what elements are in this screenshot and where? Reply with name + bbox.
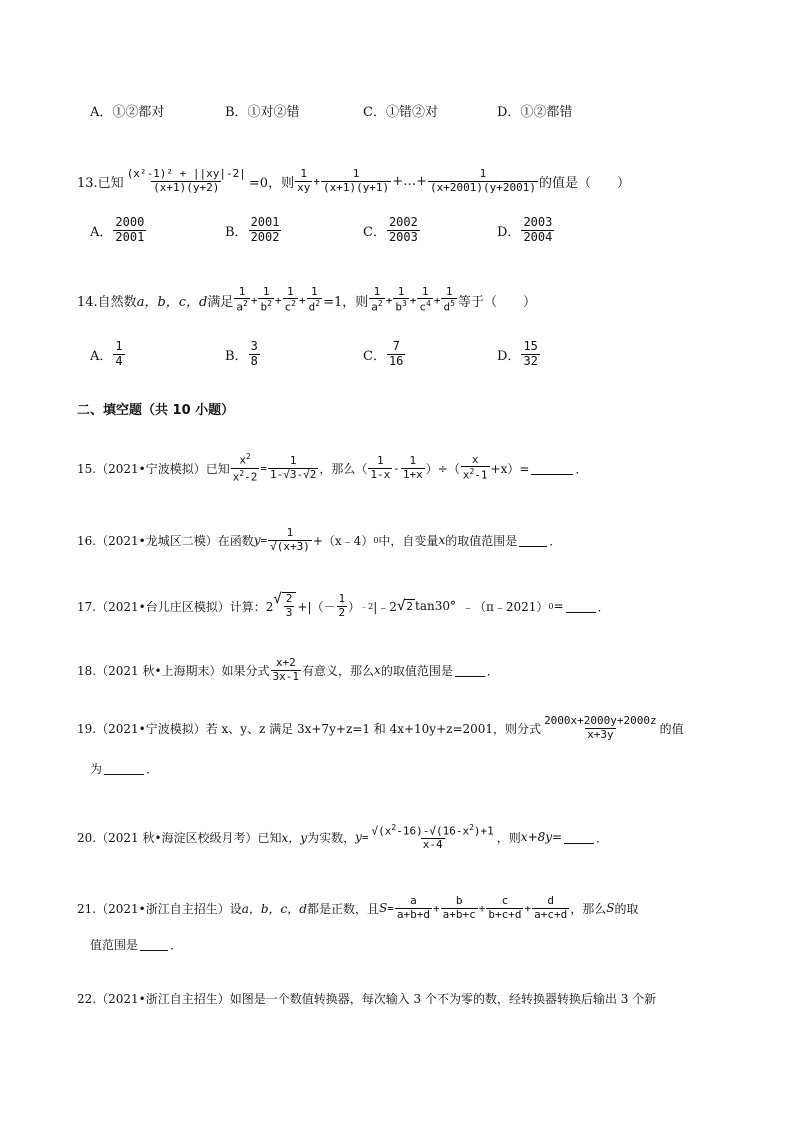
q14-frac-c2: $\frac{1}{c^2}$ [284, 284, 296, 314]
q18-den: 3x-1 [272, 669, 300, 683]
q13-term1-den: xy [297, 180, 311, 194]
q21-question: 21.（2021•浙江自主招生）设 a，b，c，d 都是正数，且 S = $\frac{a}{a+b+d}$ + $\frac{b}{a+b+c}$ + $\frac{c}{b+c+d}$ + $\frac{d}{a+c+d}$ ，那么 S 的取 [77, 893, 639, 921]
q21-frac-a-den: a+b+d [396, 907, 430, 921]
q13-option-c [363, 216, 421, 245]
q20-answer-blank[interactable] [564, 831, 594, 844]
q14-frac-b3: $\frac{1}{b^3}$ [395, 284, 407, 314]
q14-question: 14.自然数 a，b，c，d 满足 1 $a^2$ + $\frac{1}{b^2}$ + $\frac{1}{c^2}$ + $\frac{1}{d^2}$ =1，则 1 $a^2$ + $\frac{1}{b^3}$ + $\frac{1}{c^4}$ + $\frac{1}{d^5}$ 等于（ ） [77, 284, 536, 314]
q15-end: +x）= [490, 461, 530, 476]
q14-option-d-fraction [521, 340, 539, 369]
q13-option-a-den: 2001 [115, 229, 145, 244]
q14-eq: =1，则 [323, 294, 369, 310]
q14-option-d-num: 15 [523, 338, 538, 353]
q20-numerator: $√(x^2-16)-√(16-x^2)+1$ [371, 822, 494, 838]
q14-option-c [363, 340, 406, 369]
q16-period: ． [549, 533, 562, 548]
q13-condition-tail: =0，则 [248, 175, 295, 191]
q18-num: x+2 [275, 655, 296, 669]
q14-options [0, 336, 794, 372]
q15-answer-blank[interactable] [531, 462, 573, 475]
q16-prefix: 16.（2021•龙城区二模）在函数 [77, 533, 254, 548]
q14-option-a-label: A． [90, 348, 113, 364]
q13-term3-den: (x+2001)(y+2001) [429, 180, 536, 194]
q22-question [0, 988, 794, 1008]
q17-question [0, 586, 794, 626]
q13-option-b-fraction [249, 216, 282, 245]
q19-question [0, 708, 794, 748]
q12-options [0, 100, 794, 120]
q14-option-d-label: D． [497, 348, 521, 364]
q14-prefix: 14.自然数 [77, 294, 137, 310]
q13-term3 [428, 168, 538, 194]
q16-answer-blank[interactable] [519, 534, 547, 547]
q14-option-b-label: B． [225, 348, 248, 364]
q18-suffix: 的取值范围是 [380, 663, 453, 678]
q13-option-d-den: 2004 [523, 229, 553, 244]
q13-term2-den: (x+1)(y+1) [322, 180, 390, 194]
q13-option-d-label: D． [497, 224, 521, 240]
q19-line2 [0, 758, 794, 778]
q13-term2 [321, 168, 391, 194]
q18-mid: 有意义，那么 [302, 663, 375, 678]
q13-option-b-label: B． [225, 224, 248, 240]
section-heading: 二、填空题（共 10 小题） [77, 402, 235, 418]
q21-tail: ，那么 [570, 901, 607, 916]
q13-option-b-den: 2002 [250, 229, 280, 244]
q13-question: 13.已知 $\frac{\text{(x²-1)² + ||xy|-2|}}{(x+1)(y+2)}$ =0，则 $\frac{1}{xy}$ + $\frac{1}{(x+1)(y+1)}$ +…+ $\frac{1}{(x+2001)(y+2001)}$ 的值是（ ） [77, 166, 630, 194]
q21-frac-c [486, 895, 523, 921]
q16-fraction: $\frac{1}{√(x+3)}$ [270, 525, 310, 553]
q16-mid: 中，自变量 [378, 533, 439, 548]
q20-mid: 为实数， [307, 830, 356, 845]
q15-given-rhs: $\frac{1}{1-√3-√2}$ [270, 453, 317, 481]
q16-plus: +（x﹣4） [312, 533, 374, 548]
q13-term2-num: 1 [352, 166, 360, 180]
q13-prefix: 13.已知 [77, 175, 124, 191]
q14-frac-c4: $\frac{1}{c^4}$ [419, 284, 431, 314]
q15-div: ）÷（ [425, 461, 460, 476]
q21-frac-a [395, 895, 432, 921]
q16-question: 16.（2021•龙城区二模）在函数 y = $\frac{1}{√(x+3)}$ +（x﹣4） 0 中，自变量 x 的取值范围是 ． [77, 525, 562, 553]
q21-period: ． [170, 937, 183, 952]
q20-expr: x+8y [520, 830, 553, 844]
q15-then: ，那么（ [319, 461, 368, 476]
q14-option-b-den: 8 [250, 353, 258, 368]
q19-line1: 19.（2021•宁波模拟）若 x、y、z 满足 3x+7y+z=1 和 4x+10y+z=2001，则分式 [77, 721, 542, 736]
q13-option-a-num: 2000 [115, 214, 145, 229]
q14-frac-d5: $\frac{1}{d^5}$ [443, 284, 455, 314]
q16-suffix: 的取值范围是 [445, 533, 518, 548]
q21-frac-b [441, 895, 478, 921]
q13-condition-fraction [125, 168, 248, 194]
q21-vars: a，b，c，d [241, 901, 307, 916]
q14-option-c-fraction [387, 340, 405, 369]
q14-option-c-den: 16 [388, 353, 404, 368]
q13-option-a-label: A． [90, 224, 113, 240]
q13-option-d [497, 216, 555, 245]
q21-line2 [0, 934, 794, 954]
q12-option-b: B．①对②错 [225, 104, 300, 120]
q17-exp2: ﹣2 [360, 601, 374, 611]
q15-prefix: 15.（2021•宁波模拟）已知 [77, 461, 230, 476]
q19-den: x+3y [587, 727, 614, 741]
q21-frac-d [532, 895, 569, 921]
q13-term3-num: 1 [479, 166, 487, 180]
q14-option-c-num: 7 [392, 338, 400, 353]
q17-answer-blank[interactable] [566, 600, 596, 613]
q13-suffix: 的值是（ ） [538, 175, 630, 191]
q20-y: y [355, 830, 362, 844]
q21-frac-d-num: d [547, 893, 554, 907]
q15-question: 15.（2021•宁波模拟）已知 $\frac{x^2}{x^2-2}$ = $\frac{1}{1-√3-√2}$ ，那么（ 1 1-x - 1 1+x ）÷（ x $x^2-1$ +x）= ． [77, 452, 588, 484]
q14-suffix: 等于（ ） [457, 294, 536, 310]
q13-option-d-num: 2003 [523, 214, 553, 229]
q17-half: 1 2 [338, 591, 346, 619]
q12-option-a: A．①②都对 [90, 104, 165, 120]
q19-fraction [542, 715, 659, 741]
q14-frac-a2b: 1 $a^2$ [371, 284, 383, 314]
q21-mid: 都是正数，且 [306, 901, 379, 916]
q20-tail: ，则 [496, 830, 521, 845]
q13-option-a [90, 216, 147, 245]
q17-abs: +|（－ [297, 599, 336, 614]
q17-mid: |﹣2 [373, 599, 397, 614]
q14-option-c-label: C． [363, 348, 386, 364]
q13-options [0, 212, 794, 248]
q17-eq: = [553, 599, 564, 613]
q21-frac-c-den: b+c+d [488, 907, 522, 921]
q12-option-c: C．①错②对 [363, 104, 438, 120]
q18-answer-blank[interactable] [455, 664, 485, 677]
q20-period: ． [596, 830, 609, 845]
q13-option-b [225, 216, 282, 245]
q17-pi: ﹣（π﹣2021） [461, 599, 549, 614]
q17-tan: tan30° [415, 599, 456, 613]
q18-period: ． [486, 663, 499, 678]
q21-s2: S [606, 901, 615, 915]
q18-question [0, 650, 794, 690]
q21-frac-b-num: b [455, 893, 463, 907]
q17-exp: ） [348, 599, 361, 614]
q21-frac-b-den: a+b+c [442, 907, 476, 921]
q14-frac-b2: $\frac{1}{b^2}$ [260, 284, 272, 314]
q13-option-c-fraction [387, 216, 420, 245]
q13-ellipsis: +…+ [392, 173, 427, 189]
q19-answer-blank[interactable] [104, 762, 144, 775]
q18-prefix: 18.（2021 秋•上海期末）如果分式 [77, 663, 270, 678]
q20-vars: x，y [281, 830, 308, 845]
q18-fraction [271, 657, 302, 683]
q13-option-c-label: C． [363, 224, 386, 240]
q20-prefix: 20.（2021 秋•海淀区校级月考）已知 [77, 830, 282, 845]
q22-text: 22.（2021•浙江自主招生）如图是一个数值转换器，每次输入 3 个不为零的数，经转换器转换后输出 3 个新 [77, 991, 657, 1006]
q19-period: ． [146, 761, 159, 776]
q13-option-c-den: 2003 [388, 229, 418, 244]
q20-question: 20.（2021 秋•海淀区校级月考）已知 x，y 为实数， y = $\frac{√(x^2-16)-√(16-x^2)+1}{x-4}$ ，则 x+8y = ． [77, 822, 609, 851]
q14-vars: a，b，c，d [136, 294, 208, 310]
q15-frac-1: 1 1-x [370, 453, 391, 481]
q14-option-b [225, 340, 261, 369]
q12-option-d: D．①②都错 [497, 104, 573, 120]
q14-option-a-den: 4 [115, 353, 123, 368]
q16-x: x [438, 533, 446, 547]
q20-eq: = [552, 830, 563, 844]
q14-option-a [90, 340, 126, 369]
q17-sqrt-2-3: √ 2 3 [273, 592, 297, 619]
q21-prefix: 21.（2021•浙江自主招生）设 [77, 901, 242, 916]
q17-period: ． [597, 599, 610, 614]
q13-condition-numerator: (x²-1)² + ||xy|-2| [126, 166, 246, 180]
q13-option-d-fraction [521, 216, 554, 245]
q21-frac-a-num: a [410, 893, 417, 907]
q13-option-a-fraction [113, 216, 146, 245]
q14-option-a-num: 1 [115, 338, 123, 353]
q16-y: y [253, 533, 261, 547]
q13-option-c-num: 2002 [388, 214, 418, 229]
q21-tail2: 的取 [614, 901, 639, 916]
q15-given-fraction: $\frac{x^2}{x^2-2}$ [232, 452, 258, 484]
q14-frac-d2: $\frac{1}{d^2}$ [308, 284, 321, 314]
q21-s: S [378, 901, 388, 915]
q13-term1-num: 1 [300, 166, 308, 180]
q15-period: ． [575, 461, 588, 476]
q20-den: x-4 [422, 837, 443, 851]
q14-frac-a2: 1 $a^2$ [236, 284, 248, 314]
q21-line2-text: 值范围是 [90, 937, 139, 952]
q21-frac-d-den: a+c+d [534, 907, 568, 921]
q14-mid: 满足 [207, 294, 234, 310]
q14-option-b-fraction [249, 340, 260, 369]
q18-x: x [374, 663, 381, 677]
q21-frac-c-num: c [501, 893, 509, 907]
q13-condition-denominator: (x+1)(y+2) [153, 180, 220, 194]
q19-num: 2000x+2000y+2000z [544, 713, 657, 727]
q15-frac-3: x $x^2-1$ [462, 452, 488, 482]
q17-prefix: 17.（2021•台儿庄区模拟）计算：2 [77, 599, 274, 614]
q13-term1 [295, 168, 312, 194]
q14-option-d-den: 32 [523, 353, 538, 368]
q16-zero-exp: 0 [373, 535, 379, 545]
q14-option-d [497, 340, 541, 369]
q14-option-b-num: 3 [250, 338, 258, 353]
q20-fraction [370, 823, 496, 852]
q17-sqrt-2: √ 2 [396, 598, 413, 614]
q17-zero: 0 [548, 601, 554, 611]
q21-answer-blank[interactable] [140, 938, 168, 951]
q15-frac-2: 1 1+x [402, 453, 423, 481]
q14-option-a-fraction [113, 340, 124, 369]
q19-tail: 的值 [659, 721, 684, 736]
q13-option-b-num: 2001 [250, 214, 280, 229]
q19-line2-text: 为 [90, 761, 103, 776]
